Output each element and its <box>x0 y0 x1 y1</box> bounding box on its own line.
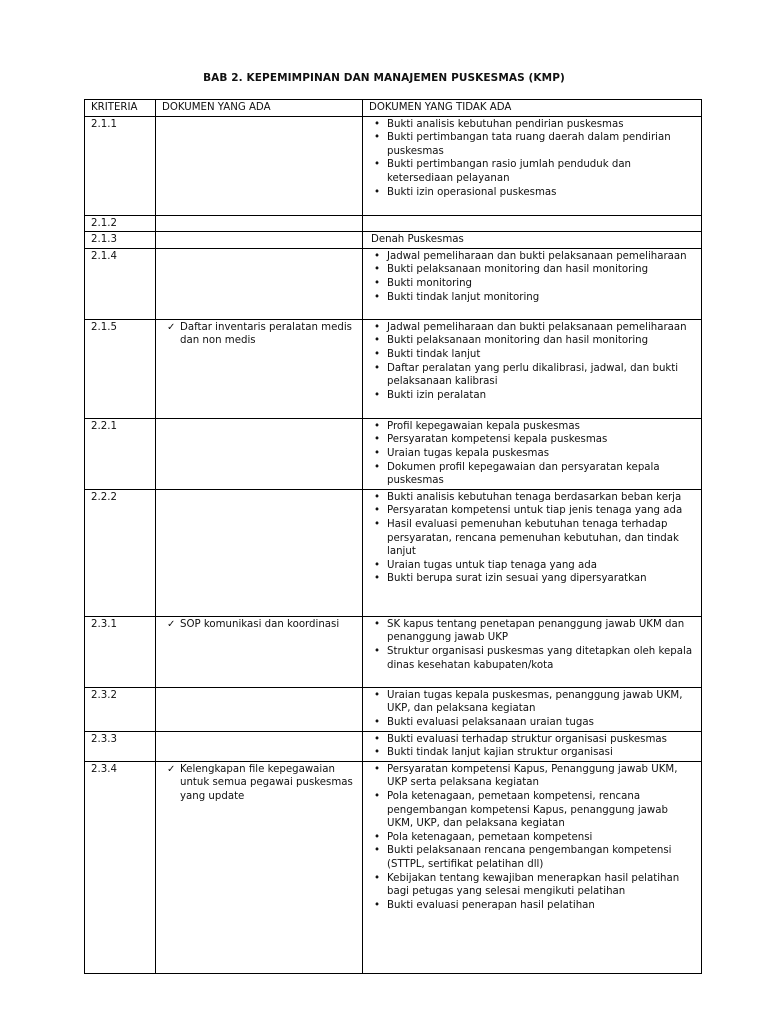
table-row <box>85 761 702 973</box>
dokumen-tidak-ada-item: • Uraian tugas kepala puskesmas, penanggung jawab UKM, UKP, dan pelaksana kegiatan <box>369 689 697 716</box>
dokumen-tidak-ada-cell <box>363 116 702 215</box>
dokumen-tidak-ada-item: • Persyaratan kompetensi Kapus, Penanggung jawab UKM, UKP serta pelaksana kegiatan <box>369 763 697 790</box>
dokumen-ada-cell <box>156 215 363 232</box>
kriteria-cell: 2.1.4 <box>85 248 156 319</box>
table-row <box>85 616 702 687</box>
kmp-table <box>84 99 702 974</box>
dokumen-tidak-ada-cell <box>363 761 702 973</box>
dokumen-tidak-ada-list <box>369 733 697 760</box>
dokumen-tidak-ada-item: • Pola ketenagaan, pemetaan kompetensi <box>369 831 697 845</box>
dokumen-tidak-ada-cell <box>363 248 702 319</box>
dokumen-tidak-ada-item: • Persyaratan kompetensi kepala puskesmas <box>369 433 697 447</box>
dokumen-ada-cell <box>156 319 363 418</box>
header-dokumen-ada: DOKUMEN YANG ADA <box>156 100 363 117</box>
dokumen-tidak-ada-item: • Bukti pelaksanaan monitoring dan hasil monitoring <box>369 334 697 348</box>
page-title: BAB 2. KEPEMIMPINAN DAN MANAJEMEN PUSKESMAS (KMP) <box>203 72 565 84</box>
dokumen-tidak-ada-item: • Bukti analisis kebutuhan pendirian puskesmas <box>369 118 697 132</box>
kriteria-cell: 2.3.4 <box>85 761 156 973</box>
kriteria-cell: 2.3.3 <box>85 731 156 761</box>
dokumen-tidak-ada-list <box>369 618 697 672</box>
dokumen-tidak-ada-item: • Kebijakan tentang kewajiban menerapkan hasil pelatihan bagi petugas yang selesai mengikuti pelatihan <box>369 872 697 899</box>
dokumen-tidak-ada-item: • Bukti pertimbangan tata ruang daerah dalam pendirian puskesmas <box>369 131 697 158</box>
checkmark-icon: ✓ <box>167 763 176 775</box>
dokumen-ada-cell <box>156 248 363 319</box>
dokumen-tidak-ada-item: • Bukti tindak lanjut kajian struktur organisasi <box>369 746 697 760</box>
dokumen-ada-cell <box>156 232 363 249</box>
table-row <box>85 418 702 489</box>
dokumen-tidak-ada-item: • Struktur organisasi puskesmas yang ditetapkan oleh kepala dinas kesehatan kabupaten/kota <box>369 645 697 672</box>
dokumen-tidak-ada-cell <box>363 489 702 616</box>
dokumen-ada-item <box>162 618 358 632</box>
dokumen-tidak-ada-item: • Bukti berupa surat izin sesuai yang dipersyaratkan <box>369 572 697 586</box>
dokumen-tidak-ada-item: • Bukti tindak lanjut monitoring <box>369 291 697 305</box>
table-row <box>85 232 702 249</box>
kriteria-cell: 2.3.2 <box>85 687 156 731</box>
dokumen-tidak-ada-cell <box>363 215 702 232</box>
table-row <box>85 731 702 761</box>
dokumen-tidak-ada-cell <box>363 616 702 687</box>
dokumen-tidak-ada-item: • Hasil evaluasi pemenuhan kebutuhan tenaga terhadap persyaratan, rencana pemenuhan kebutuhan, dan tindak lanjut <box>369 518 697 559</box>
dokumen-tidak-ada-list <box>369 763 697 913</box>
dokumen-ada-cell <box>156 616 363 687</box>
dokumen-ada-item <box>162 321 358 348</box>
dokumen-ada-cell <box>156 761 363 973</box>
kriteria-cell: 2.1.2 <box>85 215 156 232</box>
checkmark-icon: ✓ <box>167 321 176 333</box>
dokumen-ada-cell <box>156 489 363 616</box>
dokumen-ada-list <box>162 321 358 348</box>
dokumen-tidak-ada-item: • Uraian tugas untuk tiap tenaga yang ada <box>369 559 697 573</box>
dokumen-tidak-ada-item: • Bukti pelaksanaan monitoring dan hasil monitoring <box>369 263 697 277</box>
kriteria-cell: 2.1.5 <box>85 319 156 418</box>
table-row <box>85 687 702 731</box>
dokumen-ada-list <box>162 618 358 632</box>
dokumen-ada-text: Daftar inventaris peralatan medis dan non medis <box>180 321 352 347</box>
kriteria-cell: 2.2.2 <box>85 489 156 616</box>
checkmark-icon: ✓ <box>167 618 176 630</box>
dokumen-ada-cell <box>156 116 363 215</box>
dokumen-tidak-ada-item: • Bukti evaluasi penerapan hasil pelatihan <box>369 899 697 913</box>
dokumen-tidak-ada-cell <box>363 418 702 489</box>
dokumen-ada-list <box>162 763 358 804</box>
dokumen-tidak-ada-item: • Bukti evaluasi pelaksanaan uraian tugas <box>369 716 697 730</box>
dokumen-tidak-ada-item: • Dokumen profil kepegawaian dan persyaratan kepala puskesmas <box>369 461 697 488</box>
dokumen-tidak-ada-list <box>369 250 697 304</box>
table-row <box>85 248 702 319</box>
dokumen-tidak-ada-list <box>369 689 697 730</box>
table-row <box>85 116 702 215</box>
dokumen-tidak-ada-item: • Jadwal pemeliharaan dan bukti pelaksanaan pemeliharaan <box>369 250 697 264</box>
dokumen-tidak-ada-list <box>369 118 697 200</box>
kriteria-cell: 2.3.1 <box>85 616 156 687</box>
kriteria-cell: 2.1.1 <box>85 116 156 215</box>
dokumen-ada-cell <box>156 418 363 489</box>
table-body <box>85 116 702 973</box>
dokumen-tidak-ada-item: • Bukti analisis kebutuhan tenaga berdasarkan beban kerja <box>369 491 697 505</box>
table-header-row <box>85 100 702 117</box>
dokumen-tidak-ada-item: • Bukti izin operasional puskesmas <box>369 186 697 200</box>
dokumen-tidak-ada-item: • Bukti pertimbangan rasio jumlah penduduk dan ketersediaan pelayanan <box>369 158 697 185</box>
header-kriteria: KRITERIA <box>85 100 156 117</box>
dokumen-tidak-ada-item: • Bukti monitoring <box>369 277 697 291</box>
dokumen-tidak-ada-item: • Jadwal pemeliharaan dan bukti pelaksanaan pemeliharaan <box>369 321 697 335</box>
dokumen-tidak-ada-list <box>369 420 697 488</box>
dokumen-tidak-ada-list <box>369 491 697 586</box>
dokumen-ada-item <box>162 763 358 804</box>
dokumen-tidak-ada-cell <box>363 687 702 731</box>
dokumen-tidak-ada-cell <box>363 731 702 761</box>
dokumen-tidak-ada-cell <box>363 232 702 249</box>
kriteria-cell: 2.1.3 <box>85 232 156 249</box>
dokumen-tidak-ada-item: • Uraian tugas kepala puskesmas <box>369 447 697 461</box>
dokumen-ada-text: SOP komunikasi dan koordinasi <box>180 618 340 630</box>
dokumen-tidak-ada-item: • Bukti evaluasi terhadap struktur organisasi puskesmas <box>369 733 697 747</box>
dokumen-tidak-ada-item: • Bukti izin peralatan <box>369 389 697 403</box>
table-row <box>85 489 702 616</box>
dokumen-tidak-ada-text: Denah Puskesmas <box>371 234 464 246</box>
dokumen-tidak-ada-item: • Daftar peralatan yang perlu dikalibrasi, jadwal, dan bukti pelaksanaan kalibrasi <box>369 362 697 389</box>
dokumen-ada-cell <box>156 687 363 731</box>
dokumen-ada-text: Kelengkapan file kepegawaian untuk semua pegawai puskesmas yang update <box>180 763 353 802</box>
dokumen-tidak-ada-list <box>369 321 697 403</box>
dokumen-ada-cell <box>156 731 363 761</box>
table-row <box>85 319 702 418</box>
dokumen-tidak-ada-cell <box>363 319 702 418</box>
dokumen-tidak-ada-item: • SK kapus tentang penetapan penanggung jawab UKM dan penanggung jawab UKP <box>369 618 697 645</box>
dokumen-tidak-ada-item: • Pola ketenagaan, pemetaan kompetensi, rencana pengembangan kompetensi Kapus, penanggung jawab UKM, UKP, dan pelaksana kegiatan <box>369 790 697 831</box>
dokumen-tidak-ada-item: • Persyaratan kompetensi untuk tiap jenis tenaga yang ada <box>369 504 697 518</box>
kriteria-cell: 2.2.1 <box>85 418 156 489</box>
table-row <box>85 215 702 232</box>
dokumen-tidak-ada-item: • Profil kepegawaian kepala puskesmas <box>369 420 697 434</box>
header-dokumen-tidak-ada: DOKUMEN YANG TIDAK ADA <box>363 100 702 117</box>
dokumen-tidak-ada-item: • Bukti pelaksanaan rencana pengembangan kompetensi (STTPL, sertifikat pelatihan dll) <box>369 844 697 871</box>
dokumen-tidak-ada-item: • Bukti tindak lanjut <box>369 348 697 362</box>
